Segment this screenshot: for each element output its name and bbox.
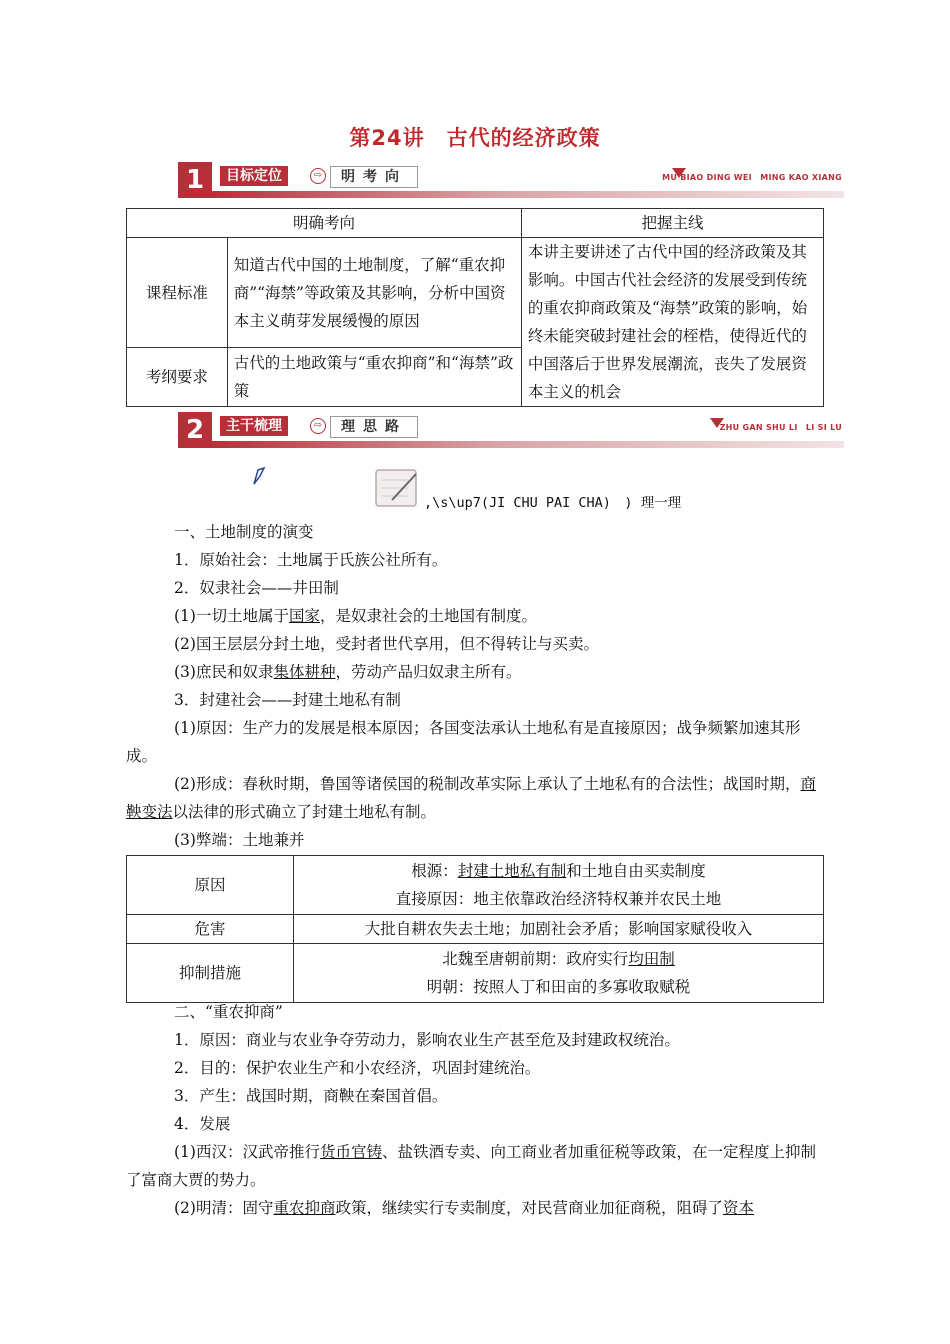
answer-blank: 国家 bbox=[288, 607, 320, 625]
banner-pinyin: ZHU GAN SHU LI LI SI LU bbox=[719, 423, 842, 432]
table-header-right: 把握主线 bbox=[521, 209, 823, 238]
banner-pinyin: MU BIAO DING WEI MING KAO XIANG bbox=[662, 173, 842, 182]
field-code-line: ,\s\up7(JI CHU PAI CHA) ) 理一理 bbox=[424, 495, 682, 511]
row-label-measures: 抑制措施 bbox=[127, 944, 294, 1003]
section-banner-outline bbox=[178, 412, 844, 448]
row-text-measures: 北魏至唐朝前期：政府实行均田制 明朝：按照人丁和田亩的多寡收取赋税 bbox=[294, 944, 824, 1003]
banner-subtitle: 理思路 bbox=[330, 416, 418, 438]
paragraph: (1)原因：生产力的发展是根本原因；各国变法承认土地私有是直接原因；战争频繁加速其形成。 bbox=[126, 719, 801, 765]
banner-tag: 目标定位 bbox=[220, 166, 288, 186]
section-number: 2 bbox=[178, 412, 212, 448]
answer-blank: 资本 bbox=[723, 1199, 755, 1217]
paragraph: 3．封建社会——封建土地私有制 bbox=[174, 691, 401, 709]
row-text-harm: 大批自耕农失去土地；加剧社会矛盾；影响国家赋役收入 bbox=[294, 915, 824, 944]
paragraph: (1)一切土地属于国家，是奴隶社会的土地国有制度。 bbox=[174, 607, 537, 625]
paragraph: 1．原因：商业与农业争夺劳动力，影响农业生产甚至危及封建政权统治。 bbox=[174, 1031, 680, 1049]
banner-tag: 主干梳理 bbox=[220, 416, 288, 436]
answer-blank: 集体耕种 bbox=[273, 663, 336, 681]
paragraph: (3)弊端：土地兼并 bbox=[174, 831, 305, 849]
answer-blank: 均田制 bbox=[628, 950, 675, 968]
paragraph: (2)国王层层分封土地，受封者世代享用，但不得转让与买卖。 bbox=[174, 635, 599, 653]
paragraph: 4．发展 bbox=[174, 1115, 231, 1133]
answer-blank: 货币官铸 bbox=[319, 1143, 382, 1161]
answer-blank: 封建土地私有制 bbox=[457, 862, 567, 880]
answer-blank: 商鞅变法 bbox=[126, 775, 816, 821]
page-title: 第24讲 古代的经济政策 bbox=[349, 126, 601, 150]
banner-subtitle: 明考向 bbox=[330, 166, 418, 188]
paragraph: (2)明清：固守重农抑商政策，继续实行专卖制度，对民营商业加征商税，阻碍了资本 bbox=[174, 1199, 755, 1217]
paragraph: 3．产生：战国时期，商鞅在秦国首倡。 bbox=[174, 1087, 448, 1105]
notepad-pen-icon bbox=[372, 466, 422, 510]
land-annexation-table bbox=[126, 855, 824, 1003]
paragraph: 2．奴隶社会——井田制 bbox=[174, 579, 339, 597]
section-banner-goals bbox=[178, 162, 844, 198]
objectives-table bbox=[126, 208, 824, 407]
mainline-text: 本讲主要讲述了古代中国的经济政策及其影响。中国古代社会经济的发展受到传统的重农抑商政策及“海禁”政策的影响，始终未能突破封建社会的桎梏，使得近代的中国落后于世界发展潮流，丧失了发展资本主义的机会 bbox=[521, 238, 823, 407]
arrow-circle-icon: ⇨ bbox=[310, 168, 326, 184]
arrow-circle-icon: ⇨ bbox=[310, 418, 326, 434]
paragraph: (2)形成：春秋时期，鲁国等诸侯国的税制改革实际上承认了土地私有的合法性；战国时期，商鞅变法以法律的形式确立了封建土地私有制。 bbox=[126, 775, 816, 821]
paragraph: (3)庶民和奴隶集体耕种，劳动产品归奴隶主所有。 bbox=[174, 663, 522, 681]
row-label-curriculum: 课程标准 bbox=[127, 238, 228, 348]
paragraph: (1)西汉：汉武帝推行货币官铸、盐铁酒专卖、向工商业者加重征税等政策，在一定程度上抑制了富商大贾的势力。 bbox=[126, 1143, 816, 1189]
row-text-curriculum: 知道古代中国的土地制度，了解“重农抑商”“海禁”等政策及其影响，分析中国资本主义萌芽发展缓慢的原因 bbox=[227, 238, 521, 348]
section-heading: 一、土地制度的演变 bbox=[174, 523, 314, 541]
section-number: 1 bbox=[178, 162, 212, 198]
answer-blank: 重农抑商 bbox=[273, 1199, 336, 1217]
row-label-harm: 危害 bbox=[127, 915, 294, 944]
banner-rule bbox=[212, 191, 844, 198]
row-label-cause: 原因 bbox=[127, 856, 294, 915]
row-text-exam: 古代的土地政策与“重农抑商”和“海禁”政策 bbox=[227, 348, 521, 407]
section-heading: 二、“重农抑商” bbox=[174, 1003, 283, 1021]
paragraph: 2．目的：保护农业生产和小农经济，巩固封建统治。 bbox=[174, 1059, 541, 1077]
row-text-cause: 根源：封建土地私有制和土地自由买卖制度 直接原因：地主依靠政治经济特权兼并农民土地 bbox=[294, 856, 824, 915]
row-label-exam: 考纲要求 bbox=[127, 348, 228, 407]
table-header-left: 明确考向 bbox=[127, 209, 522, 238]
banner-rule bbox=[212, 441, 844, 448]
paragraph: 1．原始社会：土地属于氏族公社所有。 bbox=[174, 551, 448, 569]
quill-icon bbox=[252, 466, 266, 486]
